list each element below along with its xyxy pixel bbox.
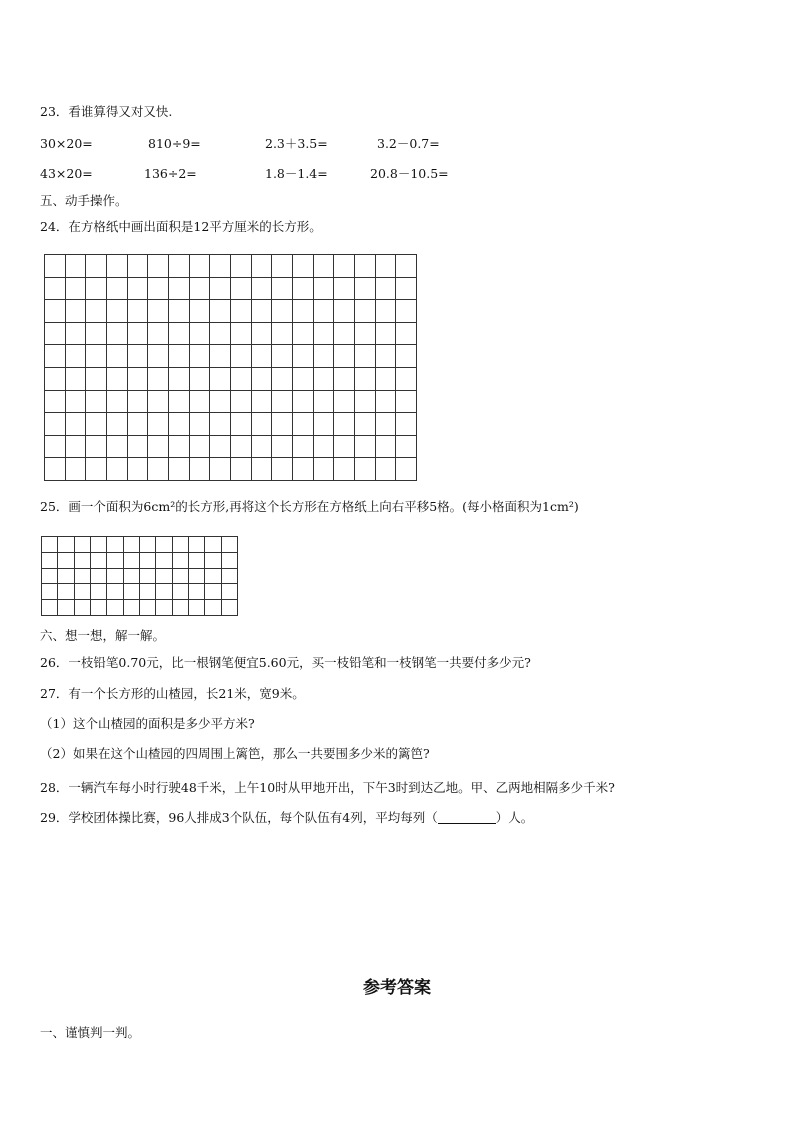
grid-cell[interactable] [272, 322, 293, 345]
grid-cell[interactable] [375, 390, 396, 413]
grid-cell[interactable] [221, 584, 237, 600]
grid-cell[interactable] [86, 277, 107, 300]
grid-cell[interactable] [65, 322, 86, 345]
grid-cell[interactable] [210, 255, 231, 278]
calc-item: 1.8－1.4= [265, 166, 328, 181]
grid-cell[interactable] [139, 552, 155, 568]
grid-cell[interactable] [272, 458, 293, 481]
grid-cell[interactable] [189, 367, 210, 390]
grid-cell[interactable] [354, 435, 375, 458]
grid-row [42, 568, 238, 584]
grid-cell[interactable] [251, 390, 272, 413]
grid-cell[interactable] [107, 552, 123, 568]
grid-cell[interactable] [189, 390, 210, 413]
grid-cell[interactable] [106, 300, 127, 323]
grid-cell[interactable] [127, 435, 148, 458]
grid-row [42, 600, 238, 616]
calc-item: 2.3＋3.5= [265, 136, 328, 151]
grid-cell[interactable] [189, 322, 210, 345]
grid-cell[interactable] [272, 390, 293, 413]
grid-cell[interactable] [156, 537, 172, 553]
grid-row [45, 458, 417, 481]
grid-cell[interactable] [354, 367, 375, 390]
grid-cell[interactable] [251, 322, 272, 345]
grid-cell[interactable] [354, 458, 375, 481]
grid-cell[interactable] [334, 322, 355, 345]
grid-cell[interactable] [148, 255, 169, 278]
grid-cell[interactable] [292, 367, 313, 390]
grid-cell[interactable] [230, 277, 251, 300]
grid-cell[interactable] [123, 584, 139, 600]
grid-cell[interactable] [86, 390, 107, 413]
grid-row [42, 537, 238, 553]
q23-row-1 [40, 136, 560, 152]
grid-cell[interactable] [251, 300, 272, 323]
grid-cell[interactable] [168, 255, 189, 278]
q27-sub-2: （2）如果在这个山楂园的四周围上篱笆，那么一共要围多少米的篱笆? [40, 746, 430, 761]
grid-cell[interactable] [375, 413, 396, 436]
grid-cell[interactable] [45, 277, 66, 300]
grid-cell[interactable] [375, 300, 396, 323]
grid-cell[interactable] [74, 537, 90, 553]
grid-cell[interactable] [292, 300, 313, 323]
grid-cell[interactable] [230, 413, 251, 436]
grid-cell[interactable] [148, 435, 169, 458]
q24-grid-paper[interactable] [44, 254, 417, 481]
grid-cell[interactable] [210, 322, 231, 345]
grid-cell[interactable] [86, 300, 107, 323]
grid-cell[interactable] [172, 537, 188, 553]
grid-cell[interactable] [210, 390, 231, 413]
grid-cell[interactable] [74, 552, 90, 568]
grid-cell[interactable] [45, 367, 66, 390]
grid-cell[interactable] [58, 552, 74, 568]
grid-row [45, 255, 417, 278]
grid-cell[interactable] [65, 277, 86, 300]
grid-cell[interactable] [272, 255, 293, 278]
grid-cell[interactable] [106, 255, 127, 278]
grid-cell[interactable] [210, 345, 231, 368]
q28-text: 28．一辆汽车每小时行驶48千米，上午10时从甲地开出，下午3时到达乙地。甲、乙两地相隔多少千米? [40, 780, 615, 795]
q29-after: ）人。 [495, 810, 534, 825]
grid-cell[interactable] [334, 435, 355, 458]
grid-cell[interactable] [354, 277, 375, 300]
grid-cell[interactable] [375, 367, 396, 390]
grid-cell[interactable] [210, 300, 231, 323]
grid-cell[interactable] [251, 367, 272, 390]
grid-cell[interactable] [205, 584, 221, 600]
grid-cell[interactable] [205, 552, 221, 568]
grid-cell[interactable] [42, 600, 58, 616]
grid-cell[interactable] [172, 584, 188, 600]
grid-cell[interactable] [188, 584, 204, 600]
grid-cell[interactable] [334, 255, 355, 278]
grid-cell[interactable] [334, 458, 355, 481]
q29-before: 29．学校团体操比赛，96人排成3个队伍，每个队伍有4列，平均每列（ [40, 810, 438, 825]
grid-cell[interactable] [45, 413, 66, 436]
grid-cell[interactable] [313, 413, 334, 436]
grid-row [42, 584, 238, 600]
grid-cell[interactable] [86, 322, 107, 345]
grid-cell[interactable] [65, 345, 86, 368]
grid-cell[interactable] [292, 390, 313, 413]
q29-text [40, 810, 533, 826]
grid-cell[interactable] [148, 322, 169, 345]
grid-cell[interactable] [334, 367, 355, 390]
grid-cell[interactable] [292, 435, 313, 458]
grid-cell[interactable] [334, 300, 355, 323]
grid-cell[interactable] [292, 345, 313, 368]
grid-cell[interactable] [375, 322, 396, 345]
grid-cell[interactable] [127, 300, 148, 323]
grid-cell[interactable] [86, 367, 107, 390]
grid-cell[interactable] [189, 300, 210, 323]
grid-cell[interactable] [313, 277, 334, 300]
grid-cell[interactable] [189, 255, 210, 278]
grid-cell[interactable] [168, 390, 189, 413]
calc-item: 136÷2= [144, 166, 197, 181]
grid-cell[interactable] [210, 367, 231, 390]
grid-cell[interactable] [107, 568, 123, 584]
grid-cell[interactable] [313, 300, 334, 323]
grid-cell[interactable] [354, 322, 375, 345]
grid-cell[interactable] [334, 345, 355, 368]
grid-cell[interactable] [292, 322, 313, 345]
grid-cell[interactable] [189, 345, 210, 368]
grid-row [45, 413, 417, 436]
grid-cell[interactable] [148, 345, 169, 368]
grid-cell[interactable] [375, 277, 396, 300]
grid-cell[interactable] [221, 537, 237, 553]
grid-cell[interactable] [230, 367, 251, 390]
grid-cell[interactable] [65, 300, 86, 323]
grid-cell[interactable] [313, 367, 334, 390]
grid-cell[interactable] [396, 300, 417, 323]
grid-cell[interactable] [86, 413, 107, 436]
grid-cell[interactable] [156, 552, 172, 568]
grid-cell[interactable] [221, 568, 237, 584]
grid-cell[interactable] [139, 600, 155, 616]
grid-row [45, 322, 417, 345]
grid-cell[interactable] [65, 367, 86, 390]
grid-cell[interactable] [354, 345, 375, 368]
grid-cell[interactable] [42, 568, 58, 584]
calc-item: 20.8－10.5= [370, 166, 449, 181]
grid-cell[interactable] [354, 390, 375, 413]
grid-cell[interactable] [127, 413, 148, 436]
grid-cell[interactable] [168, 413, 189, 436]
grid-cell[interactable] [156, 584, 172, 600]
grid-cell[interactable] [86, 255, 107, 278]
grid-cell[interactable] [106, 413, 127, 436]
grid-cell[interactable] [375, 255, 396, 278]
grid-cell[interactable] [127, 390, 148, 413]
grid-cell[interactable] [375, 345, 396, 368]
grid-cell[interactable] [45, 255, 66, 278]
grid-cell[interactable] [205, 600, 221, 616]
grid-cell[interactable] [251, 345, 272, 368]
grid-cell[interactable] [230, 435, 251, 458]
grid-cell[interactable] [251, 458, 272, 481]
q26-text: 26．一枝铅笔0.70元，比一根钢笔便宜5.60元，买一枝铅笔和一枝钢笔一共要付多少元? [40, 655, 531, 670]
grid-cell[interactable] [107, 584, 123, 600]
grid-cell[interactable] [45, 458, 66, 481]
grid-row [45, 277, 417, 300]
grid-cell[interactable] [65, 458, 86, 481]
grid-cell[interactable] [354, 413, 375, 436]
grid-cell[interactable] [168, 458, 189, 481]
grid-cell[interactable] [334, 390, 355, 413]
grid-cell[interactable] [127, 345, 148, 368]
grid-cell[interactable] [106, 390, 127, 413]
grid-cell[interactable] [172, 600, 188, 616]
q23-row-2 [40, 166, 560, 182]
grid-row [45, 435, 417, 458]
q27-sub-1: （1）这个山楂园的面积是多少平方米? [40, 716, 255, 731]
grid-cell[interactable] [205, 568, 221, 584]
grid-cell[interactable] [230, 390, 251, 413]
grid-cell[interactable] [230, 255, 251, 278]
grid-cell[interactable] [148, 277, 169, 300]
grid-cell[interactable] [251, 413, 272, 436]
grid-cell[interactable] [189, 458, 210, 481]
grid-cell[interactable] [230, 345, 251, 368]
grid-cell[interactable] [123, 552, 139, 568]
grid-cell[interactable] [396, 413, 417, 436]
grid-cell[interactable] [396, 345, 417, 368]
grid-cell[interactable] [148, 413, 169, 436]
grid-cell[interactable] [210, 277, 231, 300]
q23-title: 23．看谁算得又对又快. [40, 104, 173, 119]
grid-row [45, 345, 417, 368]
grid-cell[interactable] [106, 345, 127, 368]
grid-cell[interactable] [168, 367, 189, 390]
q24-text: 24．在方格纸中画出面积是12平方厘米的长方形。 [40, 219, 322, 234]
grid-cell[interactable] [106, 367, 127, 390]
grid-cell[interactable] [123, 568, 139, 584]
grid-cell[interactable] [42, 537, 58, 553]
grid-row [42, 552, 238, 568]
grid-cell[interactable] [292, 413, 313, 436]
grid-cell[interactable] [168, 322, 189, 345]
grid-cell[interactable] [230, 300, 251, 323]
grid-cell[interactable] [106, 435, 127, 458]
grid-cell[interactable] [396, 322, 417, 345]
grid-cell[interactable] [221, 600, 237, 616]
grid-cell[interactable] [188, 537, 204, 553]
calc-item: 3.2－0.7= [377, 136, 440, 151]
answer-blank[interactable] [438, 811, 496, 824]
grid-cell[interactable] [292, 255, 313, 278]
grid-cell[interactable] [65, 435, 86, 458]
calc-item: 810÷9= [148, 136, 201, 151]
q27-text: 27．有一个长方形的山楂园，长21米，宽9米。 [40, 686, 305, 701]
grid-cell[interactable] [272, 277, 293, 300]
grid-cell[interactable] [45, 345, 66, 368]
grid-cell[interactable] [65, 390, 86, 413]
grid-cell[interactable] [148, 458, 169, 481]
grid-cell[interactable] [210, 458, 231, 481]
grid-cell[interactable] [148, 300, 169, 323]
grid-cell[interactable] [189, 413, 210, 436]
grid-cell[interactable] [86, 345, 107, 368]
grid-cell[interactable] [375, 458, 396, 481]
grid-cell[interactable] [65, 255, 86, 278]
grid-cell[interactable] [74, 584, 90, 600]
grid-cell[interactable] [58, 600, 74, 616]
grid-cell[interactable] [168, 277, 189, 300]
grid-cell[interactable] [188, 552, 204, 568]
grid-cell[interactable] [45, 435, 66, 458]
grid-cell[interactable] [189, 277, 210, 300]
grid-cell[interactable] [172, 552, 188, 568]
grid-cell[interactable] [42, 552, 58, 568]
grid-cell[interactable] [90, 537, 106, 553]
grid-cell[interactable] [396, 435, 417, 458]
grid-cell[interactable] [42, 584, 58, 600]
grid-cell[interactable] [272, 367, 293, 390]
q25-grid-paper[interactable] [41, 536, 238, 616]
grid-cell[interactable] [396, 277, 417, 300]
grid-cell[interactable] [272, 345, 293, 368]
grid-cell[interactable] [127, 255, 148, 278]
answers-title: 参考答案 [363, 978, 431, 998]
grid-cell[interactable] [334, 413, 355, 436]
grid-cell[interactable] [230, 322, 251, 345]
grid-cell[interactable] [45, 300, 66, 323]
grid-cell[interactable] [313, 345, 334, 368]
grid-cell[interactable] [189, 435, 210, 458]
grid-row [45, 300, 417, 323]
grid-cell[interactable] [123, 600, 139, 616]
grid-cell[interactable] [396, 367, 417, 390]
grid-cell[interactable] [292, 277, 313, 300]
grid-cell[interactable] [148, 367, 169, 390]
grid-cell[interactable] [188, 568, 204, 584]
grid-cell[interactable] [139, 537, 155, 553]
grid-cell[interactable] [396, 458, 417, 481]
grid-cell[interactable] [292, 458, 313, 481]
grid-cell[interactable] [251, 255, 272, 278]
grid-cell[interactable] [396, 255, 417, 278]
grid-cell[interactable] [251, 277, 272, 300]
grid-cell[interactable] [45, 390, 66, 413]
grid-cell[interactable] [90, 568, 106, 584]
grid-cell[interactable] [168, 300, 189, 323]
grid-cell[interactable] [127, 277, 148, 300]
grid-cell[interactable] [127, 458, 148, 481]
grid-cell[interactable] [139, 584, 155, 600]
grid-cell[interactable] [251, 435, 272, 458]
grid-cell[interactable] [65, 413, 86, 436]
grid-row [45, 367, 417, 390]
grid-cell[interactable] [107, 600, 123, 616]
q25-text: 25．画一个面积为6cm²的长方形,再将这个长方形在方格纸上向右平移5格。(每小格面积为1cm²) [40, 499, 579, 514]
grid-cell[interactable] [127, 322, 148, 345]
grid-cell[interactable] [139, 568, 155, 584]
grid-cell[interactable] [354, 255, 375, 278]
grid-cell[interactable] [90, 552, 106, 568]
grid-cell[interactable] [74, 568, 90, 584]
grid-cell[interactable] [123, 537, 139, 553]
grid-cell[interactable] [90, 600, 106, 616]
grid-cell[interactable] [156, 568, 172, 584]
answers-section-1: 一、谨慎判一判。 [40, 1025, 141, 1040]
grid-cell[interactable] [221, 552, 237, 568]
grid-cell[interactable] [156, 600, 172, 616]
grid-cell[interactable] [230, 458, 251, 481]
grid-cell[interactable] [58, 584, 74, 600]
grid-cell[interactable] [127, 367, 148, 390]
grid-cell[interactable] [272, 413, 293, 436]
grid-cell[interactable] [210, 435, 231, 458]
grid-cell[interactable] [313, 435, 334, 458]
grid-cell[interactable] [375, 435, 396, 458]
grid-cell[interactable] [205, 537, 221, 553]
grid-cell[interactable] [172, 568, 188, 584]
section-5-heading: 五、动手操作。 [40, 193, 128, 208]
grid-cell[interactable] [58, 537, 74, 553]
grid-cell[interactable] [313, 255, 334, 278]
grid-cell[interactable] [106, 458, 127, 481]
grid-cell[interactable] [86, 458, 107, 481]
grid-cell[interactable] [354, 300, 375, 323]
grid-cell[interactable] [168, 345, 189, 368]
grid-cell[interactable] [74, 600, 90, 616]
grid-row [45, 390, 417, 413]
grid-cell[interactable] [148, 390, 169, 413]
grid-cell[interactable] [313, 322, 334, 345]
grid-cell[interactable] [272, 435, 293, 458]
grid-cell[interactable] [188, 600, 204, 616]
calc-item: 30×20= [40, 136, 93, 151]
grid-cell[interactable] [313, 390, 334, 413]
grid-cell[interactable] [334, 277, 355, 300]
calc-item: 43×20= [40, 166, 93, 181]
grid-cell[interactable] [90, 584, 106, 600]
grid-cell[interactable] [396, 390, 417, 413]
grid-cell[interactable] [86, 435, 107, 458]
grid-cell[interactable] [58, 568, 74, 584]
section-6-heading: 六、想一想，解一解。 [40, 628, 166, 643]
grid-cell[interactable] [313, 458, 334, 481]
grid-cell[interactable] [168, 435, 189, 458]
grid-cell[interactable] [45, 322, 66, 345]
grid-cell[interactable] [106, 322, 127, 345]
grid-cell[interactable] [106, 277, 127, 300]
grid-cell[interactable] [107, 537, 123, 553]
grid-cell[interactable] [272, 300, 293, 323]
grid-cell[interactable] [210, 413, 231, 436]
